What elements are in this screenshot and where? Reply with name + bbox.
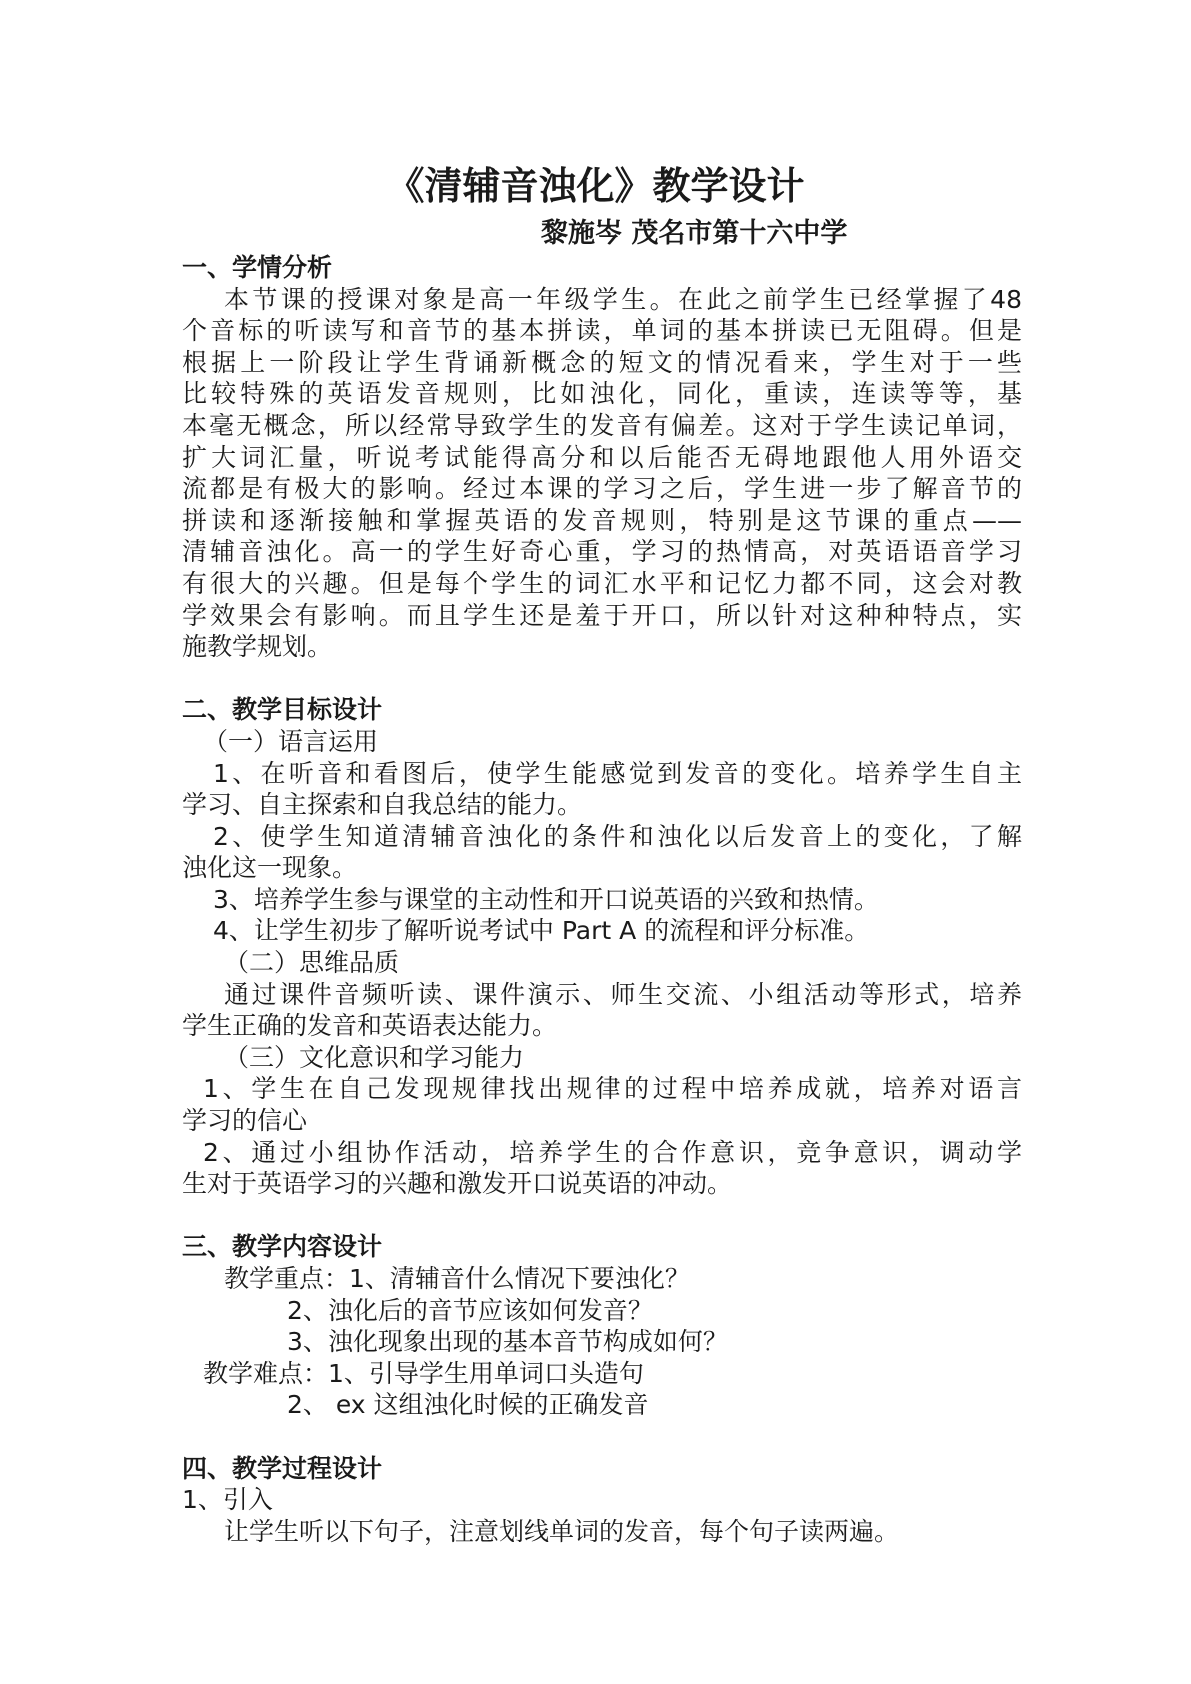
sub-heading: （三）文化意识和学习能力: [224, 1042, 525, 1072]
text-line: 1、引入: [182, 1485, 273, 1515]
text-line: 2、通过小组协作活动，培养学生的合作意识，竞争意识，调动学: [203, 1137, 1022, 1167]
spacer: [182, 663, 1022, 695]
text-line: 有很大的兴趣。但是每个学生的词汇水平和记忆力都不同，这会对教: [182, 568, 1022, 598]
section-heading: 四、教学过程设计: [182, 1453, 383, 1483]
text-line: 2、使学生知道清辅音浊化的条件和浊化以后发音上的变化，了解: [213, 821, 1022, 851]
text-line: 教学重点：1、清辅音什么情况下要浊化？: [224, 1264, 690, 1293]
text-line: 通过课件音频听读、课件演示、师生交流、小组活动等形式，培养: [224, 979, 1022, 1009]
text-line: 1、学生在自己发现规律找出规律的过程中培养成就，培养对语言: [203, 1074, 1022, 1104]
paragraph-learning-analysis: [182, 284, 1022, 663]
text-line: 浊化这一现象。: [182, 853, 358, 883]
section-heading: 二、教学目标设计: [182, 695, 383, 725]
text-line: 学效果会有影响。而且学生还是羞于开口，所以针对这种种特点，实: [182, 600, 1022, 630]
text-line: 2、 ex 这组浊化时候的正确发音: [287, 1390, 649, 1420]
sub-heading: （二）思维品质: [224, 948, 400, 978]
section-heading: 三、教学内容设计: [182, 1232, 383, 1262]
text-line: 4、让学生初步了解听说考试中 Part A 的流程和评分标准。: [213, 916, 870, 946]
text-line: 1、在听音和看图后，使学生能感觉到发音的变化。培养学生自主: [213, 758, 1022, 788]
document-title: 《清辅音浊化》教学设计: [386, 164, 805, 208]
author-line: 黎施岑 茂名市第十六中学: [541, 218, 848, 249]
text-line: 比较特殊的英语发音规则，比如浊化，同化，重读，连读等等，基: [182, 379, 1022, 409]
document-body: [182, 252, 1022, 1547]
text-line: 本毫无概念，所以经常导致学生的发音有偏差。这对于学生读记单词，: [182, 410, 1022, 440]
text-line: 教学难点：1、引导学生用单词口头造句: [203, 1358, 644, 1388]
section-heading: 一、学情分析: [182, 253, 333, 282]
text-line: 个音标的听读写和音节的基本拼读，单词的基本拼读已无阻碍。但是: [182, 316, 1022, 346]
text-line: 拼读和逐渐接触和掌握英语的发音规则，特别是这节课的重点——: [182, 505, 1022, 535]
text-line: 根据上一阶段让学生背诵新概念的短文的情况看来，学生对于一些: [182, 347, 1022, 377]
text-line: 3、浊化现象出现的基本音节构成如何？: [287, 1327, 728, 1357]
text-line: 清辅音浊化。高一的学生好奇心重，学习的热情高，对英语语音学习: [182, 537, 1022, 567]
text-line: 施教学规划。: [182, 632, 333, 662]
text-line: 流都是有极大的影响。经过本课的学习之后，学生进一步了解音节的: [182, 474, 1022, 504]
text-line: 本节课的授课对象是高一年级学生。在此之前学生已经掌握了48: [224, 284, 1022, 314]
spacer: [182, 1421, 1022, 1453]
text-line: 学生正确的发音和英语表达能力。: [182, 1011, 558, 1041]
text-line: 让学生听以下句子，注意划线单词的发音，每个句子读两遍。: [224, 1516, 900, 1546]
text-line: 学习的信心: [182, 1106, 308, 1136]
sub-heading: （一）语言运用: [203, 726, 379, 756]
text-line: 2、浊化后的音节应该如何发音？: [287, 1295, 653, 1325]
text-line: 3、培养学生参与课堂的主动性和开口说英语的兴致和热情。: [213, 884, 879, 914]
text-line: 学习、自主探索和自我总结的能力。: [182, 790, 583, 820]
text-line: 生对于英语学习的兴趣和激发开口说英语的冲动。: [182, 1169, 733, 1199]
spacer: [182, 1200, 1022, 1232]
text-line: 扩大词汇量，听说考试能得高分和以后能否无碍地跟他人用外语交: [182, 442, 1022, 472]
